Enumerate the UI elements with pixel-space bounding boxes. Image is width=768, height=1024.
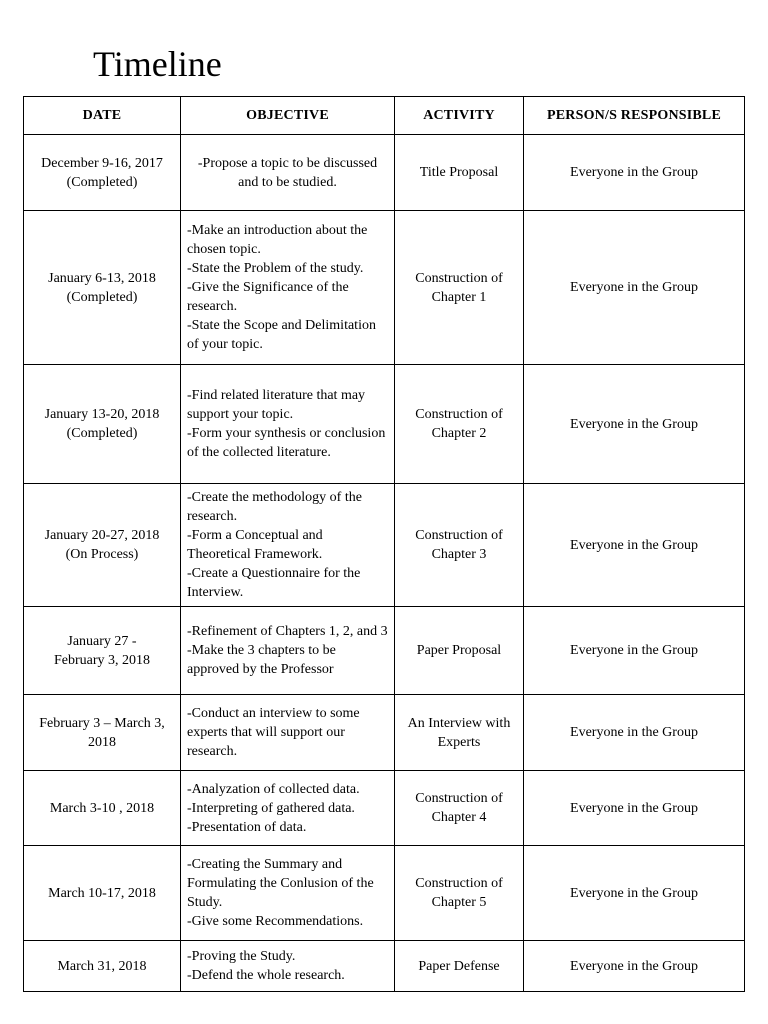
activity-cell — [395, 211, 524, 365]
person-text: Everyone in the Group — [570, 725, 698, 740]
date-line: December 9-16, 2017 — [41, 155, 163, 171]
activity-text: Construction of Chapter 3 — [415, 528, 503, 562]
person-cell — [524, 695, 745, 771]
table-row — [24, 846, 745, 941]
objective-cell — [181, 365, 395, 484]
person-cell — [524, 484, 745, 607]
objective-cell — [181, 771, 395, 846]
objective-cell — [181, 695, 395, 771]
objective-line: -State the Problem of the study. — [187, 261, 364, 276]
person-text: Everyone in the Group — [570, 280, 698, 295]
date-line: March 3-10 , 2018 — [49, 800, 155, 816]
date-cell — [24, 211, 181, 365]
person-text: Everyone in the Group — [570, 958, 698, 974]
table-row — [24, 365, 745, 484]
timeline-body — [24, 135, 745, 992]
date-line: January 6-13, 2018 — [48, 270, 156, 286]
date-line: (On Process) — [65, 547, 139, 562]
table-row — [24, 695, 745, 771]
date-line: (Completed) — [66, 174, 138, 190]
date-cell — [24, 941, 181, 992]
activity-cell — [395, 607, 524, 695]
person-cell — [524, 771, 745, 846]
objective-line: -Interpreting of gathered data. — [187, 800, 355, 816]
activity-text: Construction of Chapter 1 — [415, 270, 503, 305]
objective-line: -Conduct an interview to some experts that will support our research. — [187, 706, 360, 759]
date-cell — [24, 135, 181, 211]
date-cell — [24, 771, 181, 846]
person-cell — [524, 365, 745, 484]
objective-line: -State the Scope and Delimitation of your topic. — [187, 318, 376, 352]
objective-cell — [181, 484, 395, 607]
objective-line: -Create a Questionnaire for the Interview. — [187, 566, 361, 600]
objective-line: -Create the methodology of the research. — [187, 490, 362, 524]
header-objective: OBJECTIVE — [181, 97, 395, 135]
activity-text: An Interview with Experts — [407, 715, 511, 750]
table-row — [24, 941, 745, 992]
person-text: Everyone in the Group — [570, 800, 698, 816]
person-text: Everyone in the Group — [570, 537, 698, 553]
person-text: Everyone in the Group — [570, 416, 698, 432]
date-cell — [24, 607, 181, 695]
date-cell — [24, 365, 181, 484]
table-row — [24, 211, 745, 365]
objective-cell — [181, 941, 395, 992]
date-line: (Completed) — [66, 426, 138, 441]
activity-cell — [395, 484, 524, 607]
objective-line: -Refinement of Chapters 1, 2, and 3 — [187, 624, 388, 639]
activity-text: Title Proposal — [419, 165, 499, 180]
activity-cell — [395, 846, 524, 941]
date-cell — [24, 846, 181, 941]
page-title: Timeline — [93, 44, 222, 84]
header-date: DATE — [24, 97, 181, 135]
table-row — [24, 484, 745, 607]
objective-line: -Form your synthesis or conclusion of the collected literature. — [187, 426, 386, 460]
activity-text: Construction of Chapter 4 — [415, 791, 503, 825]
objective-line: -Creating the Summary and Formulating the Conlusion of the Study. — [187, 857, 374, 910]
date-line: March 31, 2018 — [57, 958, 147, 974]
objective-line: -Proving the Study. — [187, 949, 296, 964]
objective-cell — [181, 607, 395, 695]
activity-text: Paper Defense — [418, 958, 500, 974]
activity-cell — [395, 771, 524, 846]
activity-cell — [395, 695, 524, 771]
objective-line: -Make the 3 chapters to be approved by the Professor — [187, 643, 336, 677]
table-row — [24, 771, 745, 846]
person-cell — [524, 846, 745, 941]
header-activity: ACTIVITY — [395, 97, 524, 135]
date-line: February 3 – March 3, 2018 — [39, 715, 165, 750]
objective-line: -Defend the whole research. — [187, 968, 345, 983]
person-cell — [524, 941, 745, 992]
date-cell — [24, 484, 181, 607]
objective-line: -Analyzation of collected data. — [187, 781, 360, 797]
objective-line: -Find related literature that may support your topic. — [187, 388, 366, 422]
activity-cell — [395, 941, 524, 992]
objective-line: -Propose a topic to be discussed and to be studied. — [197, 155, 378, 190]
objective-cell — [181, 846, 395, 941]
date-cell — [24, 695, 181, 771]
date-line: January 27 - — [67, 633, 137, 649]
activity-text: Construction of Chapter 5 — [415, 876, 503, 910]
objective-cell — [181, 135, 395, 211]
person-cell — [524, 607, 745, 695]
person-text: Everyone in the Group — [570, 643, 698, 658]
header-person: PERSON/S RESPONSIBLE — [524, 97, 745, 135]
person-cell — [524, 135, 745, 211]
activity-text: Paper Proposal — [416, 643, 502, 658]
date-line: January 13-20, 2018 — [44, 407, 160, 422]
person-text: Everyone in the Group — [570, 165, 698, 180]
date-line: (Completed) — [66, 289, 138, 305]
objective-line: -Make an introduction about the chosen topic. — [187, 223, 368, 257]
objective-line: -Give the Significance of the research. — [187, 280, 349, 314]
activity-text: Construction of Chapter 2 — [415, 407, 503, 441]
date-line: February 3, 2018 — [53, 652, 151, 668]
objective-line: -Presentation of data. — [187, 819, 307, 835]
date-line: March 10-17, 2018 — [48, 885, 156, 901]
person-cell — [524, 211, 745, 365]
header-row — [24, 97, 745, 135]
table-row — [24, 607, 745, 695]
timeline-table — [23, 96, 745, 992]
table-row — [24, 135, 745, 211]
activity-cell — [395, 365, 524, 484]
activity-cell — [395, 135, 524, 211]
person-text: Everyone in the Group — [570, 885, 698, 901]
objective-line: -Form a Conceptual and Theoretical Framework. — [187, 528, 323, 562]
date-line: January 20-27, 2018 — [44, 528, 160, 543]
objective-cell — [181, 211, 395, 365]
objective-line: -Give some Recommendations. — [187, 914, 364, 929]
